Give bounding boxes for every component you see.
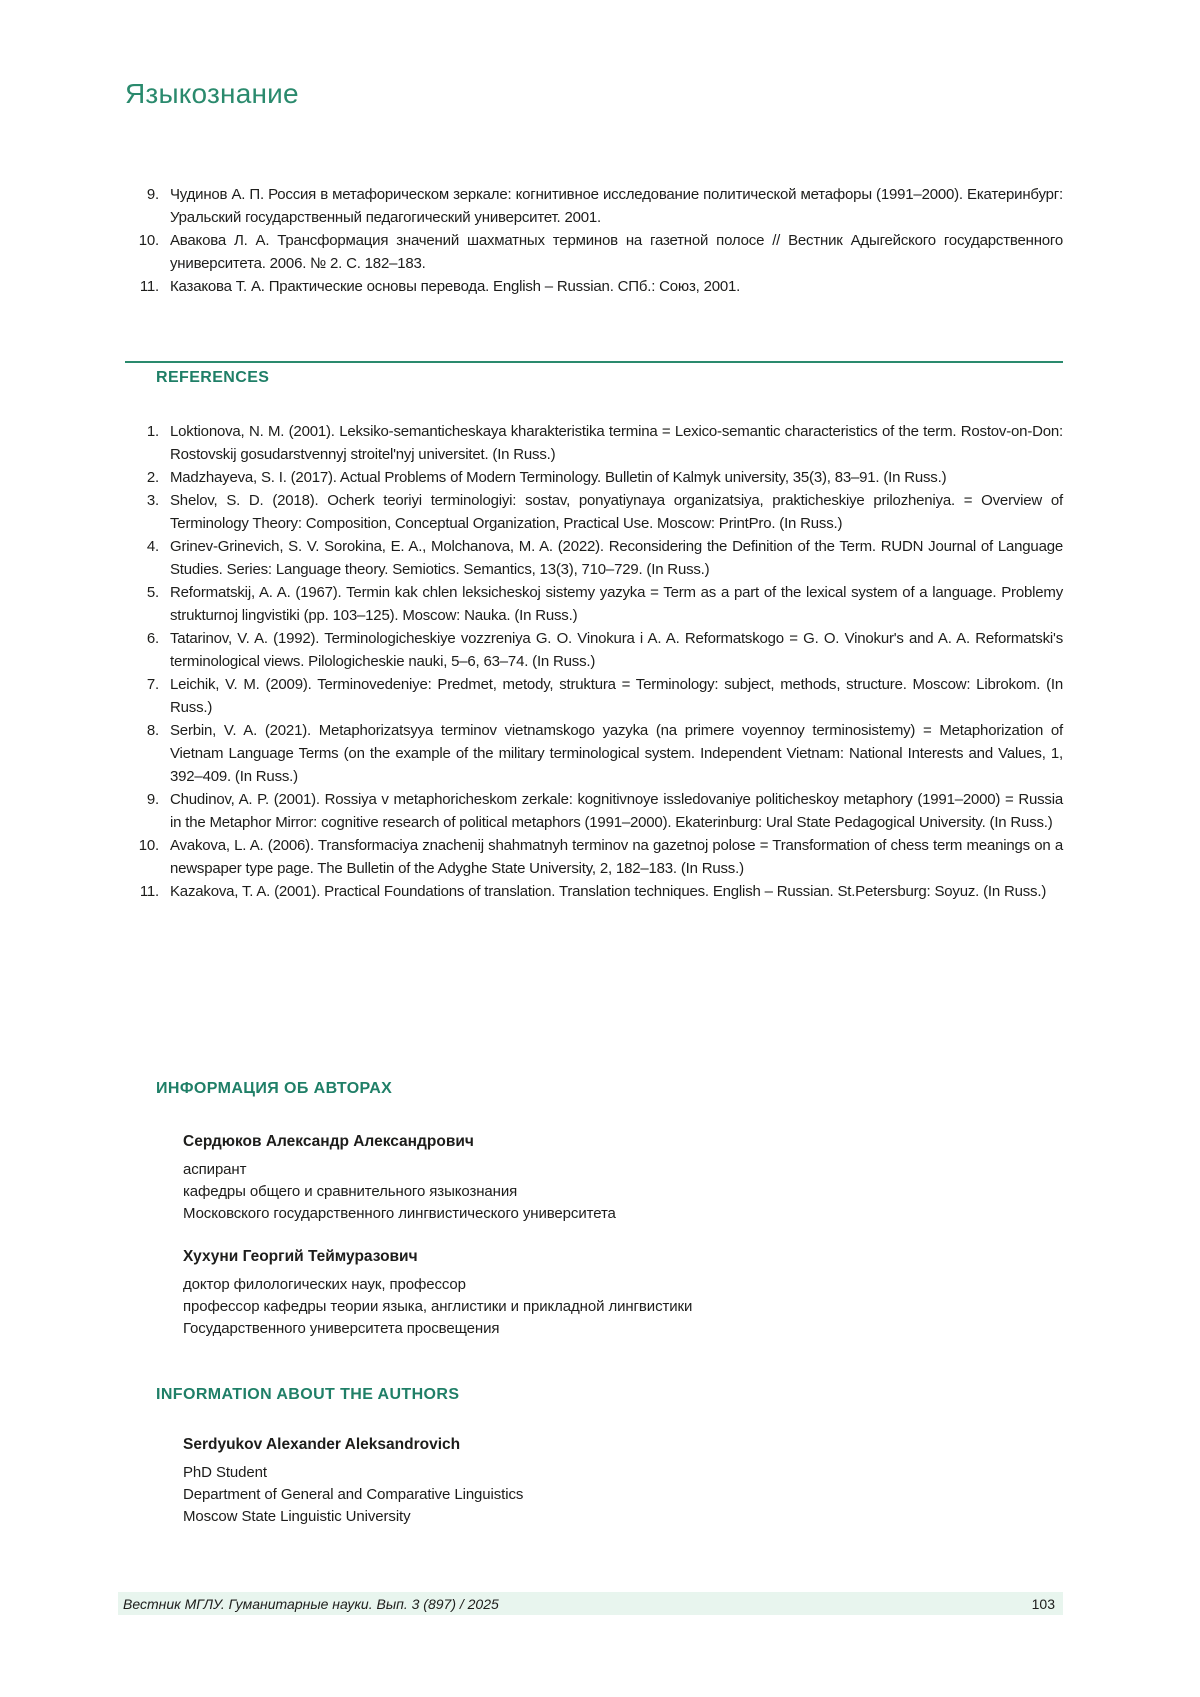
author-position: доктор филологических наук, профессор (183, 1276, 466, 1293)
author-department: Department of General and Comparative Linguistics (183, 1486, 524, 1503)
page-title: Языкознание (125, 78, 299, 109)
reference-item (125, 627, 1063, 673)
authors-info-ru (183, 1131, 1043, 1361)
reference-item (125, 535, 1063, 581)
reference-item (125, 420, 1063, 466)
reference-item (125, 834, 1063, 880)
footer-page-number: 103 (1031, 1595, 1055, 1612)
reference-text: Reformatskij, A. A. (1967). Termin kak chlen leksicheskoj sistemy yazyka = Term as a part of the lexical system of a language. Problemy strukturnoj lingvistiki (pp. 103–125). Moscow: Nauka. (In Russ.) (170, 584, 1063, 624)
author-position: аспирант (183, 1161, 247, 1178)
reference-number: 8. (146, 722, 159, 739)
section-divider (125, 361, 1063, 363)
reference-text: Chudinov, A. P. (2001). Rossiya v metaphoricheskom zerkale: kognitivnoye issledovaniye politicheskoy metaphory (1991–2000) = Russia in the Metaphor Mirror: cognitive research of political metaphors (1991–2000). Ekaterinburg: Ural State Pedagogical University. (In Russ.) (170, 791, 1063, 831)
reference-number: 7. (146, 676, 159, 693)
author-card (183, 1434, 1043, 1528)
reference-text: Grinev-Grinevich, S. V. Sorokina, E. A., Molchanova, M. A. (2022). Reconsidering the Definition of the Term. RUDN Journal of Language Studies. Series: Language theory. Semiotics. Semantics, 13(3), 710–729. (In Russ.) (170, 538, 1063, 578)
reference-number: 11. (139, 278, 159, 295)
author-university: Moscow State Linguistic University (183, 1508, 411, 1525)
reference-number: 10. (138, 232, 159, 249)
authors-info-en (183, 1434, 1043, 1549)
reference-number: 11. (139, 883, 159, 900)
reference-text: Чудинов А. П. Россия в метафорическом зеркале: когнитивное исследование политической метафоры (1991–2000). Екатеринбург: Уральский государственный педагогический университет. 2001. (170, 186, 1063, 226)
reference-number: 2. (146, 469, 159, 486)
reference-text: Madzhayeva, S. I. (2017). Actual Problems of Modern Terminology. Bulletin of Kalmyk university, 35(3), 83–91. (In Russ.) (170, 469, 947, 486)
author-card (183, 1246, 1043, 1340)
authors-info-ru-heading: ИНФОРМАЦИЯ ОБ АВТОРАХ (156, 1080, 393, 1097)
reference-number: 5. (146, 584, 159, 601)
authors-info-en-heading: INFORMATION ABOUT THE AUTHORS (156, 1386, 460, 1403)
author-department: профессор кафедры теории языка, англистики и прикладной лингвистики (183, 1298, 693, 1315)
reference-text: Авакова Л. А. Трансформация значений шахматных терминов на газетной полосе // Вестник Адыгейского государственного университета. 2006. № 2. С. 182–183. (170, 232, 1063, 272)
reference-text: Казакова Т. А. Практические основы перевода. English – Russian. СПб.: Союз, 2001. (170, 278, 741, 295)
author-card (183, 1131, 1043, 1225)
reference-number: 1. (146, 423, 159, 440)
references-english-list (125, 420, 1063, 903)
reference-item (125, 788, 1063, 834)
reference-item (125, 719, 1063, 788)
reference-item (125, 229, 1063, 275)
reference-item (125, 275, 1063, 298)
reference-number: 9. (146, 791, 159, 808)
author-position: PhD Student (183, 1464, 267, 1481)
reference-item (125, 489, 1063, 535)
reference-text: Serbin, V. A. (2021). Metaphorizatsyya terminov vietnamskogo yazyka (na primere voyennoy terminosistemy) = Metaphorization of Vietnam Language Terms (on the example of the military terminological system. Independent Vietnam: National Interests and Values, 1, 392–409. (In Russ.) (170, 722, 1063, 785)
reference-text: Shelov, S. D. (2018). Ocherk teoriyi terminologiyi: sostav, ponyatiynaya organizatsiya, prakticheskiye prilozheniya. = Overview of Terminology Theory: Composition, Conceptual Organization, Practical Use. Moscow: PrintPro. (In Russ.) (170, 492, 1063, 532)
author-name: Хухуни Георгий Теймуразович (183, 1248, 418, 1265)
reference-item (125, 466, 1063, 489)
reference-item (125, 880, 1063, 903)
references-heading: REFERENCES (156, 369, 270, 386)
reference-text: Avakova, L. A. (2006). Transformaciya znachenij shahmatnyh terminov na gazetnoj polose = Transformation of chess term meanings on a newspaper type page. The Bulletin of the Adyghe State University, 2, 182–183. (In Russ.) (170, 837, 1063, 877)
reference-number: 10. (138, 837, 159, 854)
reference-number: 9. (146, 186, 159, 203)
reference-number: 3. (146, 492, 159, 509)
author-name: Serdyukov Alexander Aleksandrovich (183, 1436, 461, 1453)
reference-text: Leichik, V. M. (2009). Terminovedeniye: Predmet, metody, struktura = Terminology: subject, methods, structure. Moscow: Librokom. (In Russ.) (170, 676, 1063, 716)
footer-journal-title: Вестник МГЛУ. Гуманитарные науки. Вып. 3 (897) / 2025 (123, 1595, 499, 1612)
page-footer (118, 1592, 1063, 1615)
reference-text: Loktionova, N. M. (2001). Leksiko-semanticheskaya kharakteristika termina = Lexico-semantic characteristics of the term. Rostov-on-Don: Rostovskij gosudarstvennyj stroitel'nyj universitet. (In Russ.) (170, 423, 1063, 463)
reference-item (125, 673, 1063, 719)
reference-number: 4. (146, 538, 159, 555)
reference-number: 6. (146, 630, 159, 647)
author-university: Московского государственного лингвистического университета (183, 1205, 616, 1222)
author-university: Государственного университета просвещения (183, 1320, 500, 1337)
author-name: Сердюков Александр Александрович (183, 1133, 474, 1150)
reference-text: Kazakova, T. A. (2001). Practical Foundations of translation. Translation techniques. English – Russian. St.Petersburg: Soyuz. (In Russ.) (170, 883, 1047, 900)
references-russian-list (125, 183, 1063, 298)
reference-item (125, 581, 1063, 627)
reference-item (125, 183, 1063, 229)
reference-text: Tatarinov, V. A. (1992). Terminologicheskiye vozzreniya G. O. Vinokura i A. A. Reformatskogo = G. O. Vinokur's and A. A. Reformatski's terminological views. Pilologicheskie nauki, 5–6, 63–74. (In Russ.) (170, 630, 1063, 670)
author-department: кафедры общего и сравнительного языкознания (183, 1183, 518, 1200)
